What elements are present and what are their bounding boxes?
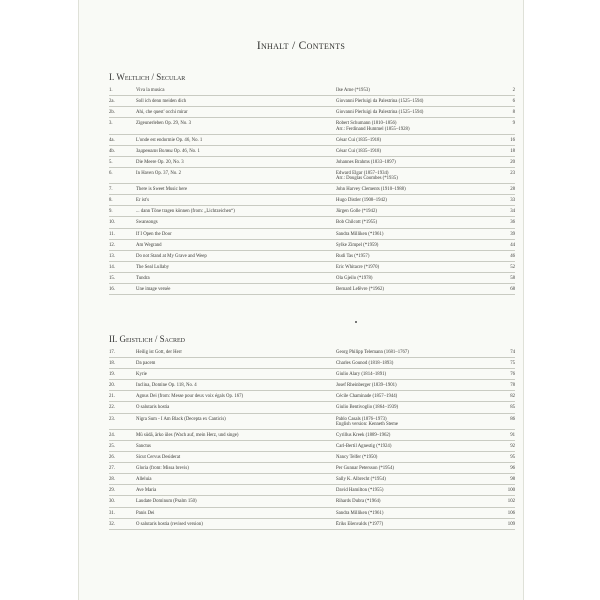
entry-composer: Sandra Milliken (*1961) xyxy=(336,510,384,516)
contents-row xyxy=(109,508,515,519)
entry-composer: Sandra Milliken (*1961) xyxy=(336,231,384,237)
contents-row xyxy=(109,107,515,118)
entry-number: 4b. xyxy=(109,148,115,154)
entry-page: 95 xyxy=(510,455,515,461)
entry-composer: Ola Gjeilo (*1978) xyxy=(336,275,373,281)
entry-number: 2b. xyxy=(109,110,115,116)
entry-number: 22. xyxy=(109,405,115,411)
entry-page: 100 xyxy=(507,488,515,494)
entry-composer: Pablo Casals (1876–1973) xyxy=(336,416,387,422)
entry-title: Alleluia xyxy=(136,477,152,483)
entry-number: 16. xyxy=(109,287,115,292)
page-title: Inhalt / Contents xyxy=(256,40,346,52)
entry-arranger: Arr.: Ferdinand Hummel (1855–1928) xyxy=(336,126,410,132)
entry-number: 14. xyxy=(109,264,115,270)
entry-number: 28. xyxy=(109,477,115,483)
entry-title: Viva la musica xyxy=(136,88,165,93)
entry-page: 75 xyxy=(510,361,515,367)
entry-composer: Ēriks Ešenvalds (*1977) xyxy=(336,521,384,527)
sacred-list xyxy=(109,347,515,530)
entry-composer: Charles Gounod (1818–1893) xyxy=(336,361,394,367)
entry-composer: César Cui (1835–1918) xyxy=(336,137,382,143)
entry-number: 13. xyxy=(109,253,115,259)
entry-number: 23. xyxy=(109,416,115,422)
contents-row xyxy=(109,369,515,380)
entry-composer: Eric Whitacre (*1970) xyxy=(336,264,380,270)
contents-page xyxy=(78,0,524,600)
entry-number: 27. xyxy=(109,466,115,472)
entry-title: In Haven Op. 37, No. 2 xyxy=(136,170,182,176)
entry-page: 96 xyxy=(510,466,515,472)
entry-composer: Edward Elgar (1857–1934) xyxy=(336,170,389,176)
entry-title: Ahi, che quest' occhi mirar xyxy=(136,110,188,116)
entry-page: 102 xyxy=(507,499,515,505)
entry-page: 33 xyxy=(510,198,515,204)
contents-row xyxy=(109,146,515,157)
entry-page: 28 xyxy=(510,187,515,193)
entry-page: 9 xyxy=(512,121,515,127)
entry-number: 6. xyxy=(109,170,113,176)
entry-composer: Sylke Zimpel (*1959) xyxy=(336,242,379,248)
entry-composer: Giovanni Pierluigi da Palestrina (1525–1594) xyxy=(336,99,424,105)
contents-row xyxy=(109,496,515,507)
entry-title: Die Meere Op. 20, No. 3 xyxy=(136,159,184,165)
entry-title: Задремали Волны Op. 46, No. 1 xyxy=(136,148,200,154)
entry-page: 39 xyxy=(510,231,515,237)
entry-page: 106 xyxy=(507,510,515,516)
entry-title: Kyrie xyxy=(136,372,147,378)
contents-row xyxy=(109,474,515,485)
entry-title: Panis Dei xyxy=(136,510,155,516)
entry-number: 7. xyxy=(109,187,113,193)
entry-composer: Giulio Alary (1814–1891) xyxy=(336,372,387,378)
entry-page: 58 xyxy=(510,275,515,281)
entry-title: Swansongs xyxy=(136,220,158,226)
entry-page: 68 xyxy=(510,287,515,292)
entry-number: 9. xyxy=(109,209,113,215)
contents-row xyxy=(109,184,515,195)
entry-title: Une image versée xyxy=(136,287,171,292)
entry-title: Zigeunerleben Op. 29, No. 3 xyxy=(136,121,192,127)
entry-composer: Rihards Dubra (*1964) xyxy=(336,499,381,505)
entry-number: 11. xyxy=(109,231,115,237)
contents-row xyxy=(109,452,515,463)
section-heading-secular: I. Weltlich / Secular xyxy=(109,72,186,82)
entry-composer: Josef Rheinberger (1839–1901) xyxy=(336,383,397,389)
entry-page: 76 xyxy=(510,372,515,378)
entry-title: Tundra xyxy=(136,275,150,281)
entry-number: 5. xyxy=(109,159,113,165)
contents-row xyxy=(109,251,515,262)
contents-row xyxy=(109,195,515,206)
entry-arranger: Arr.: Douglas Coombes (*1935) xyxy=(336,176,398,182)
contents-row xyxy=(109,485,515,496)
entry-title: Am Wegrand xyxy=(136,242,162,248)
entry-page: 20 xyxy=(510,159,515,165)
entry-number: 4a. xyxy=(109,137,115,143)
contents-row xyxy=(109,430,515,441)
contents-row xyxy=(109,262,515,273)
entry-number: 12. xyxy=(109,242,115,248)
contents-row xyxy=(109,135,515,146)
entry-title: Mü südä, ärko üles (Wach auf, mein Herz, und singe) xyxy=(136,432,239,438)
entry-composer: Hugo Distler (1908–1942) xyxy=(336,198,387,204)
entry-title: O salutaris hostia xyxy=(136,405,170,411)
entry-title: Laudate Dominum (Psalm 150) xyxy=(136,499,197,505)
entry-composer: Ilse Arne (*1953) xyxy=(336,88,370,93)
entry-page: 8 xyxy=(512,110,515,116)
contents-row xyxy=(109,347,515,358)
entry-page: 23 xyxy=(510,170,515,176)
entry-composer: Nancy Telfer (*1950) xyxy=(336,455,378,461)
entry-number: 20. xyxy=(109,383,115,389)
contents-row xyxy=(109,85,515,96)
entry-title: The Seal Lullaby xyxy=(136,264,170,270)
entry-title: Sanctus xyxy=(136,443,151,449)
entry-number: 17. xyxy=(109,350,115,355)
entry-number: 10. xyxy=(109,220,115,226)
entry-page: 6 xyxy=(512,99,515,105)
entry-composer: Cécile Chaminade (1857–1944) xyxy=(336,394,398,400)
entry-composer: César Cui (1835–1918) xyxy=(336,148,382,154)
entry-number: 32. xyxy=(109,521,115,527)
contents-row xyxy=(109,217,515,228)
contents-row xyxy=(109,206,515,217)
entry-page: 34 xyxy=(510,209,515,215)
entry-arranger: English version: Kenneth Steme xyxy=(336,421,398,427)
entry-number: 21. xyxy=(109,394,115,400)
secular-list xyxy=(109,85,515,295)
entry-composer: Sally K. Albrecht (*1954) xyxy=(336,477,386,483)
entry-number: 30. xyxy=(109,499,115,505)
contents-row xyxy=(109,240,515,251)
entry-composer: Georg Philipp Telemann (1681–1767) xyxy=(336,350,409,355)
contents-row xyxy=(109,96,515,107)
entry-number: 1. xyxy=(109,88,113,93)
entry-title: L'onde est endormie Op. 46, No. 1 xyxy=(136,137,203,143)
entry-composer: Robert Schumann (1810–1856) xyxy=(336,121,397,127)
entry-number: 18. xyxy=(109,361,115,367)
contents-row xyxy=(109,284,515,295)
entry-page: 74 xyxy=(510,350,515,355)
entry-composer: Rudi Tas (*1957) xyxy=(336,253,370,259)
entry-title: Gloria (from: Missa brevis) xyxy=(136,466,189,472)
entry-composer: David Hamilton (*1955) xyxy=(336,488,384,494)
entry-composer: Cyrillus Kreek (1889–1962) xyxy=(336,432,391,438)
entry-title: Agnus Dei (from: Messe pour deux voix égals Op. 167) xyxy=(136,394,244,400)
entry-number: 15. xyxy=(109,275,115,281)
entry-number: 31. xyxy=(109,510,115,516)
entry-page: 18 xyxy=(510,148,515,154)
entry-title: If I Open the Door xyxy=(136,231,172,237)
entry-composer: Giovanni Pierluigi da Palestrina (1525–1594) xyxy=(336,110,424,116)
entry-page: 98 xyxy=(510,477,515,483)
entry-title: Sicut Cervus Desiderat xyxy=(136,455,181,461)
entry-composer: Bob Chilcott (*1955) xyxy=(336,220,378,226)
entry-page: 44 xyxy=(510,242,515,248)
contents-row xyxy=(109,391,515,402)
entry-composer: Jürgen Golle (*1942) xyxy=(336,209,377,215)
entry-page: 36 xyxy=(510,220,515,226)
contents-row xyxy=(109,118,515,134)
entry-composer: Carl-Bertil Agnestig (*1924) xyxy=(336,443,392,449)
entry-number: 19. xyxy=(109,372,115,378)
contents-row xyxy=(109,441,515,452)
entry-title: There is Sweet Music here xyxy=(136,187,188,193)
entry-page: 91 xyxy=(510,432,515,438)
entry-composer: Giulio Bentivoglio (1864–1939) xyxy=(336,405,399,411)
contents-row xyxy=(109,157,515,168)
entry-number: 26. xyxy=(109,455,115,461)
entry-title: Do not Stand at My Grave and Weep xyxy=(136,253,207,259)
entry-number: 25. xyxy=(109,443,115,449)
contents-row xyxy=(109,168,515,184)
entry-title: Soll ich denn meiden dich xyxy=(136,99,187,105)
contents-row xyxy=(109,273,515,284)
contents-row xyxy=(109,380,515,391)
contents-row xyxy=(109,463,515,474)
entry-title: ... dann Töne tragen können (from: „Lichtzeichen“) xyxy=(136,209,235,215)
entry-page: 16 xyxy=(510,137,515,143)
contents-row xyxy=(109,414,515,430)
section-heading-sacred: II. Geistlich / Sacred xyxy=(109,334,185,344)
entry-title: Da pacem xyxy=(136,361,156,367)
entry-number: 3. xyxy=(109,121,113,127)
entry-number: 8. xyxy=(109,198,113,204)
entry-page: 82 xyxy=(510,394,515,400)
entry-title: Inclina, Domine Op. 118, No. 4 xyxy=(136,383,197,389)
divider-dot xyxy=(355,321,357,323)
entry-title: Nigra Sum - I Am Black (Decepta ex Canticis) xyxy=(136,416,226,422)
entry-page: 2 xyxy=(512,88,515,93)
entry-title: Er ist's xyxy=(136,198,149,204)
entry-composer: John Harvey Clements (1910–1988) xyxy=(336,187,406,193)
entry-page: 92 xyxy=(510,443,515,449)
contents-row xyxy=(109,229,515,240)
entry-page: 52 xyxy=(510,264,515,270)
contents-row xyxy=(109,358,515,369)
contents-row xyxy=(109,519,515,530)
entry-page: 109 xyxy=(507,521,515,527)
entry-number: 29. xyxy=(109,488,115,494)
entry-number: 24. xyxy=(109,432,115,438)
entry-title: Heilig ist Gott, der Herr xyxy=(136,350,182,355)
entry-page: 78 xyxy=(510,383,515,389)
entry-title: O salutaris hostia (revised version) xyxy=(136,521,203,527)
entry-page: 46 xyxy=(510,253,515,259)
entry-number: 2a. xyxy=(109,99,115,105)
entry-composer: Bernard Lefèvre (*1962) xyxy=(336,287,384,292)
entry-composer: Per Gunnar Petersson (*1954) xyxy=(336,466,394,472)
entry-title: Ave Maria xyxy=(136,488,157,494)
entry-composer: Johannes Brahms (1833–1897) xyxy=(336,159,396,165)
entry-page: 86 xyxy=(510,416,515,422)
entry-page: 85 xyxy=(510,405,515,411)
contents-row xyxy=(109,402,515,413)
